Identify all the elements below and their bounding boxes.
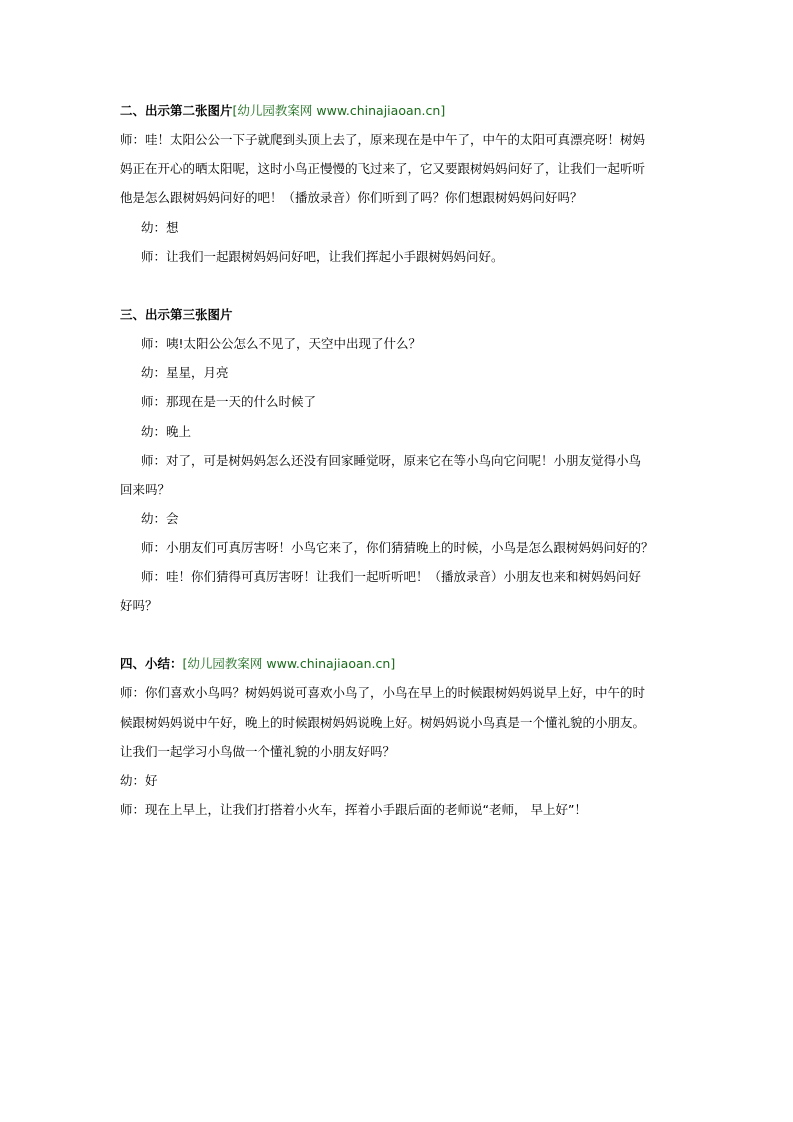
section3-line-10: 好吗？ (120, 598, 158, 613)
section2-line-5: 师：让我们一起跟树妈妈问好吧，让我们挥起小手跟树妈妈问好。 (141, 249, 504, 264)
section3-line-3: 师：那现在是一天的什么时候了 (141, 394, 317, 409)
section3-line-6: 回来吗？ (120, 482, 171, 497)
section3-heading: 三、出示第三张图片 (120, 307, 233, 322)
section4-heading-text: 四、小结： (120, 656, 183, 671)
section2-heading-link[interactable]: [幼儿园教案网 www.chinajiaoan.cn] (232, 103, 446, 118)
section3-line-8: 师：小朋友们可真厉害呀！小鸟它来了，你们猜猜晚上的时候，小鸟是怎么跟树妈妈问好的？ (141, 540, 654, 555)
section2-line-3: 他是怎么跟树妈妈问好的吧！（播放录音）你们听到了吗？你们想跟树妈妈问好吗？ (120, 190, 583, 205)
section4-line-1: 师：你们喜欢小鸟吗？树妈妈说可喜欢小鸟了，小鸟在早上的时候跟树妈妈说早上好，中午的时 (120, 685, 646, 700)
section3-line-7: 幼：会 (141, 511, 179, 526)
section3-line-5: 师：对了，可是树妈妈怎么还没有回家睡觉呀，原来它在等小鸟向它问呢！小朋友觉得小鸟 (141, 453, 642, 468)
section2-line-1: 师：哇！太阳公公一下子就爬到头顶上去了，原来现在是中午了，中午的太阳可真漂亮呀！树妈 (120, 132, 646, 147)
section3-line-1: 师：咦!太阳公公怎么不见了，天空中出现了什么？ (141, 336, 422, 351)
section4-heading (120, 656, 680, 672)
section3-line-9: 师：哇！你们猜得可真厉害呀！让我们一起听听吧！（播放录音）小朋友也来和树妈妈问好 (141, 569, 642, 584)
section2-line-2: 妈正在开心的晒太阳呢，这时小鸟正慢慢的飞过来了，它又要跟树妈妈问好了，让我们一起听听 (120, 161, 646, 176)
section4-line-3: 让我们一起学习小鸟做一个懂礼貌的小朋友好吗？ (120, 744, 396, 759)
section4-line-4: 幼：好 (120, 773, 158, 788)
section4-heading-link[interactable]: [幼儿园教案网 www.chinajiaoan.cn] (182, 656, 396, 671)
section3-line-4: 幼：晚上 (141, 424, 192, 439)
section2-heading (120, 103, 680, 119)
section2-heading-text: 二、出示第二张图片 (120, 103, 233, 118)
section2-line-4: 幼：想 (141, 220, 179, 235)
section4-line-5: 师：现在上早上，让我们打搭着小火车，挥着小手跟后面的老师说“老师， 早上好”！ (120, 802, 587, 817)
section4-line-2: 候跟树妈妈说中午好，晚上的时候跟树妈妈说晚上好。树妈妈说小鸟真是一个懂礼貌的小朋友。 (120, 715, 646, 730)
section3-line-2: 幼：星星，月亮 (141, 365, 229, 380)
